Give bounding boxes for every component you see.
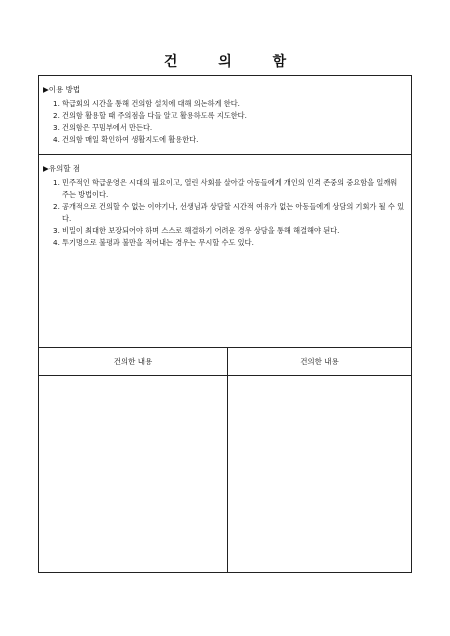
suggestion-column-right <box>228 348 411 572</box>
caution-list <box>43 177 405 249</box>
list-number: 2. <box>53 202 60 211</box>
usage-list <box>43 98 405 146</box>
list-text: 건의함 매일 확인하여 생활지도에 활용한다. <box>62 135 199 144</box>
list-number: 2. <box>53 111 60 120</box>
usage-heading: ▶이용 방법 <box>43 85 81 94</box>
column-header: 건의한 내용 <box>39 348 227 376</box>
list-item <box>48 122 405 134</box>
caution-heading: ▶유의할 점 <box>43 164 81 173</box>
list-text: 공개적으로 건의할 수 없는 이야기나, 선생님과 상담할 시간적 여유가 없는 아동들에게 상담의 기회가 될 수 있다. <box>62 202 405 223</box>
suggestion-entry-area[interactable] <box>39 376 227 572</box>
list-text: 민주적인 학급운영은 시대의 필요이고, 열린 사회를 살아갈 아동들에게 개인의 인격 존중의 중요함을 일깨워 주는 방법이다. <box>62 178 398 199</box>
suggestion-entry-area[interactable] <box>228 376 411 572</box>
column-header: 건의한 내용 <box>228 348 411 376</box>
list-number: 3. <box>53 123 60 132</box>
list-text: 건의함 활용할 때 주의점을 다들 알고 활용하도록 지도한다. <box>62 111 247 120</box>
suggestion-column-left <box>39 348 228 572</box>
form-frame <box>38 75 412 573</box>
list-number: 1. <box>53 178 60 187</box>
list-item <box>48 134 405 146</box>
caution-section <box>39 155 411 348</box>
list-item <box>48 177 405 201</box>
list-number: 4. <box>53 135 60 144</box>
list-item <box>48 237 405 249</box>
suggestion-table <box>39 348 411 572</box>
list-item <box>48 201 405 225</box>
list-text: 비밀이 최대한 보장되어야 하며 스스로 해결하기 어려운 경우 상담을 통해 해결해야 된다. <box>62 226 340 235</box>
list-text: 투기명으로 불평과 불만을 적어내는 경우는 무시할 수도 있다. <box>62 238 254 247</box>
list-number: 1. <box>53 99 60 108</box>
list-text: 건의함은 꾸밈부에서 만든다. <box>62 123 153 132</box>
list-item <box>48 98 405 110</box>
list-item <box>48 110 405 122</box>
usage-section <box>39 76 411 155</box>
document-title: 건 의 함 <box>163 54 305 70</box>
list-item <box>48 225 405 237</box>
list-text: 학급회의 시간을 통해 건의함 설치에 대해 의논하게 한다. <box>62 99 240 108</box>
list-number: 3. <box>53 226 60 235</box>
list-number: 4. <box>53 238 60 247</box>
